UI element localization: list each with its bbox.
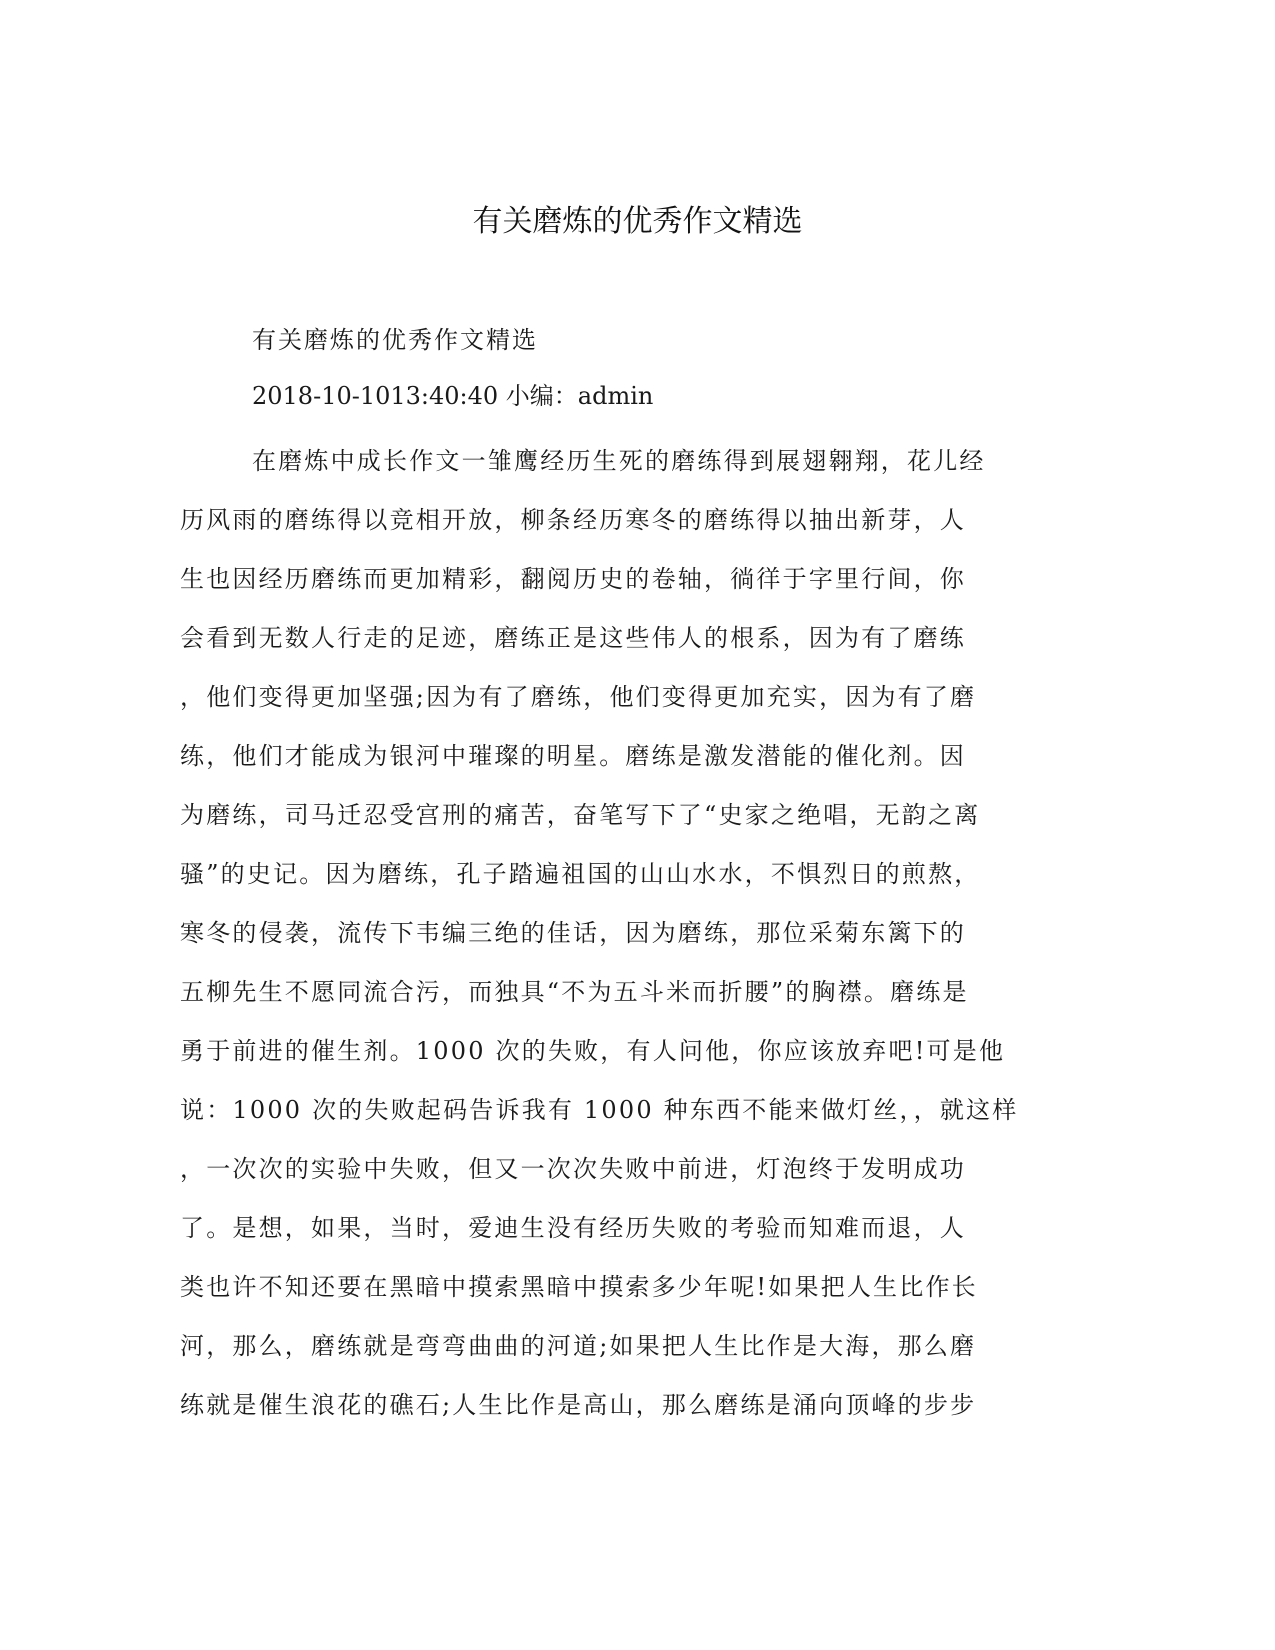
article-subtitle: 有关磨炼的优秀作文精选 [252,326,538,354]
body-line: 练，他们才能成为银河中璀璨的明星。磨练是激发潜能的催化剂。因 [180,742,966,770]
article-body [180,432,1040,1435]
body-line: ，一次次的实验中失败，但又一次次失败中前进，灯泡终于发明成功 [180,1155,966,1183]
document-title: 有关磨炼的优秀作文精选 [472,204,803,239]
body-line: 河，那么，磨练就是弯弯曲曲的河道;如果把人生比作是大海，那么磨 [180,1332,977,1360]
body-line: ，他们变得更加坚强;因为有了磨练，他们变得更加充实，因为有了磨 [180,683,977,711]
body-line: 为磨练，司马迁忍受宫刑的痛苦，奋笔写下了“史家之绝唱，无韵之离 [180,801,981,829]
body-line: 勇于前进的催生剂。1000 次的失败，有人问他，你应该放弃吧!可是他 [180,1037,1006,1065]
body-line: 说：1000 次的失败起码告诉我有 1000 种东西不能来做灯丝，，就这样 [180,1096,1019,1124]
body-line: 骚”的史记。因为磨练，孔子踏遍祖国的山山水水，不惧烈日的煎熬， [180,860,981,888]
body-line: 五柳先生不愿同流合污，而独具“不为五斗米而折腰”的胸襟。磨练是 [180,978,969,1006]
body-line: 类也许不知还要在黑暗中摸索黑暗中摸索多少年呢!如果把人生比作长 [180,1273,978,1301]
body-line: 生也因经历磨练而更加精彩，翻阅历史的卷轴，徜徉于字里行间，你 [180,565,966,593]
body-line: 历风雨的磨练得以竞相开放，柳条经历寒冬的磨练得以抽出新芽，人 [180,506,966,534]
body-line: 练就是催生浪花的礁石;人生比作是高山，那么磨练是涌向顶峰的步步 [180,1391,977,1419]
body-line: 会看到无数人行走的足迹，磨练正是这些伟人的根系，因为有了磨练 [180,624,966,652]
body-line: 了。是想，如果，当时，爱迪生没有经历失败的考验而知难而退，人 [180,1214,966,1242]
date-author-line: 2018-10-1013:40:40 小编：admin [252,382,654,410]
body-line: 寒冬的侵袭，流传下韦编三绝的佳话，因为磨练，那位采菊东篱下的 [180,919,966,947]
body-line: 在磨炼中成长作文一雏鹰经历生死的磨练得到展翅翱翔，花儿经 [252,447,986,475]
